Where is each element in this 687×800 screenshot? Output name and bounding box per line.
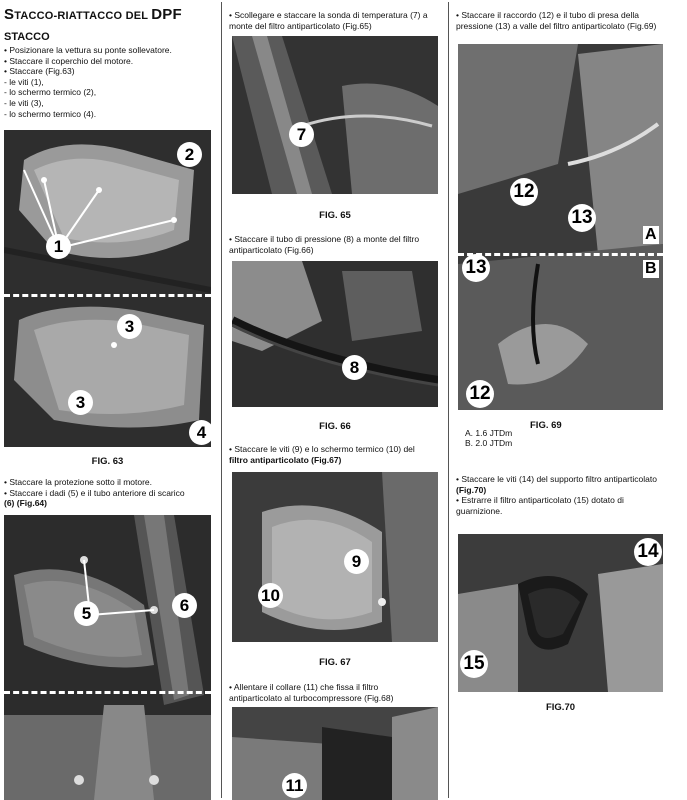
instruction-line: monte del filtro antiparticolato (Fig.65) — [229, 20, 372, 31]
callout-1: 1 — [46, 234, 71, 259]
callout-5: 5 — [74, 601, 99, 626]
instruction-line: (6) (Fig.64) — [4, 498, 47, 509]
callout-15: 15 — [460, 650, 488, 678]
callout-12: 12 — [510, 178, 538, 206]
figure-65-caption: FIG. 65 — [319, 210, 351, 221]
instruction-line: antiparticolato (Fig.66) — [229, 244, 314, 255]
fig66-illustration — [232, 261, 438, 407]
instruction-line: • Staccare le viti (14) del supporto filtro antiparticolato — [456, 474, 657, 484]
figure-divider — [4, 294, 211, 297]
callout-4: 4 — [189, 420, 211, 445]
callout-7: 7 — [289, 122, 314, 147]
callout-2: 2 — [177, 142, 202, 167]
figure-63-photo — [4, 130, 211, 447]
column-divider — [448, 2, 449, 798]
legend-item: A. 1.6 JTDm — [465, 428, 513, 438]
fig64-illustration — [4, 515, 211, 800]
instruction-line: (Fig.70) — [456, 484, 487, 495]
instruction-line: • Posizionare la vettura su ponte sollevatore. — [4, 45, 172, 55]
figure-70-caption: FIG.70 — [545, 702, 576, 713]
fig69-illustration — [458, 44, 663, 410]
instruction-list — [4, 45, 172, 119]
instruction-line: • Scollegare e staccare la sonda di temperatura (7) a — [229, 10, 428, 20]
instruction-line: - lo schermo termico (2), — [4, 87, 97, 98]
instruction-line: • Staccare il coperchio del motore. — [4, 55, 134, 66]
figure-66-photo — [232, 261, 438, 407]
instruction-line: - le viti (3), — [4, 97, 44, 108]
instruction-line: • Staccare il tubo di pressione (8) a monte del filtro — [229, 234, 420, 244]
fig67-illustration — [232, 472, 438, 642]
callout-14: 14 — [634, 538, 662, 566]
fig63-illustration — [4, 130, 211, 447]
instruction-list — [4, 477, 185, 509]
figure-divider — [4, 691, 211, 694]
figure-69-legend — [465, 428, 512, 448]
instruction-line: guarnizione. — [456, 505, 503, 516]
fig65-illustration — [232, 36, 438, 194]
section-title: STACCO-RIATTACCO DEL DPF — [4, 6, 182, 23]
callout-9: 9 — [344, 549, 369, 574]
instruction-fig70 — [456, 474, 657, 516]
variant-letter-a: A — [645, 226, 657, 243]
instruction-line: • Allentare il collare (11) che fissa il filtro — [229, 682, 379, 692]
instruction-fig68 — [229, 682, 393, 703]
instruction-line: • Staccare il raccordo (12) e il tubo di presa della — [456, 10, 639, 20]
callout-10: 10 — [258, 583, 283, 608]
callout-11: 11 — [282, 773, 307, 798]
instruction-line: • Estrarre il filtro antiparticolato (15) dotato di — [456, 495, 624, 506]
figure-69-photo — [458, 44, 663, 410]
instruction-fig67 — [229, 444, 415, 465]
callout-13: 13 — [568, 204, 596, 232]
instruction-line: • Staccare la protezione sotto il motore. — [4, 477, 153, 487]
instruction-line: antiparticolato al turbocompressore (Fig.68) — [229, 692, 394, 703]
callout-8: 8 — [342, 355, 367, 380]
figure-70-photo — [458, 534, 663, 692]
callout-6: 6 — [172, 593, 197, 618]
figure-66-caption: FIG. 66 — [319, 421, 351, 432]
callout-3: 3 — [117, 314, 142, 339]
figure-65-photo — [232, 36, 438, 194]
figure-67-photo — [232, 472, 438, 642]
variant-letter-b: B — [645, 260, 657, 277]
figure-68-photo — [232, 707, 438, 800]
figure-69-caption: FIG. 69 — [530, 420, 562, 431]
callout-13: 13 — [462, 254, 490, 282]
figure-63-caption: FIG. 63 — [91, 456, 124, 467]
callout-3: 3 — [68, 390, 93, 415]
instruction-fig69 — [456, 10, 656, 31]
legend-item: B. 2.0 JTDm — [465, 438, 513, 448]
figure-64-photo — [4, 515, 211, 800]
instruction-fig65 — [229, 10, 428, 31]
instruction-line: • Staccare le viti (9) e lo schermo termico (10) del — [229, 444, 415, 454]
instruction-line: - le viti (1), — [4, 76, 44, 87]
section-subtitle: STACCO — [4, 31, 50, 43]
instruction-line: pressione (13) a valle del filtro antiparticolato (Fig.69) — [456, 20, 657, 31]
column-divider — [221, 2, 222, 798]
fig70-illustration — [458, 534, 663, 692]
fig68-illustration — [232, 707, 438, 800]
callout-12: 12 — [466, 380, 494, 408]
instruction-line: - lo schermo termico (4). — [4, 108, 97, 119]
figure-divider — [458, 253, 663, 256]
instruction-line: filtro antiparticolato (Fig.67) — [229, 454, 342, 465]
instruction-line: • Staccare (Fig.63) — [4, 66, 75, 77]
instruction-fig66 — [229, 234, 419, 255]
instruction-line: • Staccare i dadi (5) e il tubo anteriore di scarico — [4, 487, 185, 498]
figure-67-caption: FIG. 67 — [319, 657, 351, 668]
